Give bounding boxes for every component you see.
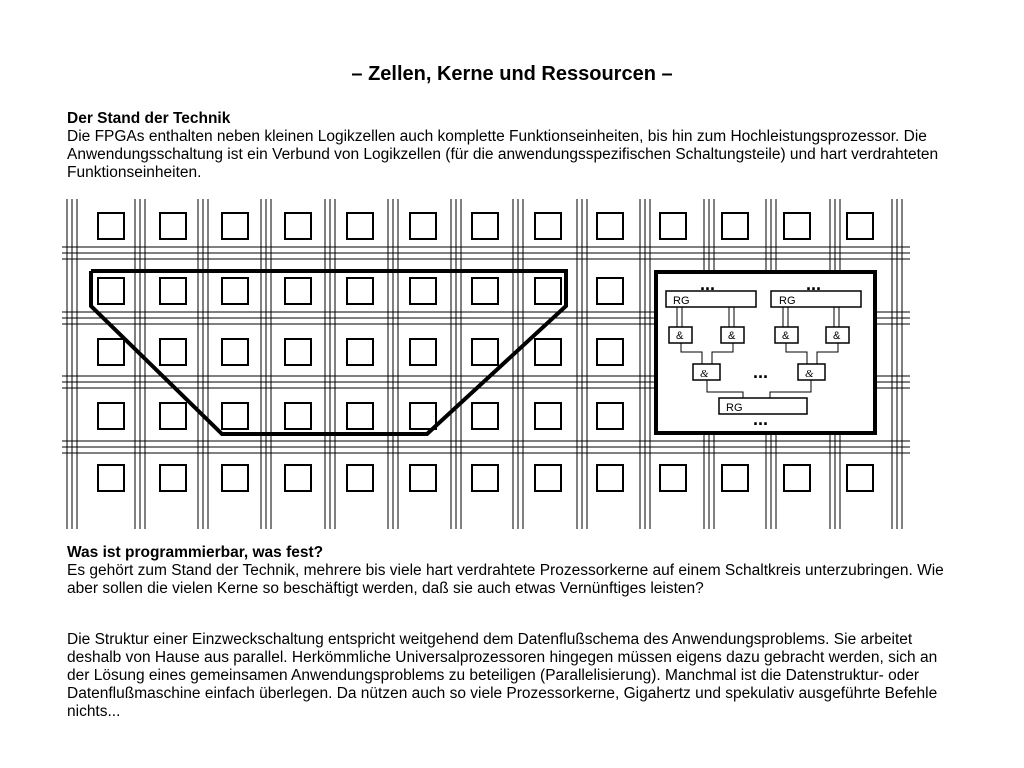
logic-cell: [285, 403, 311, 429]
logic-cell: [535, 339, 561, 365]
logic-cell: [535, 213, 561, 239]
logic-cell: [535, 465, 561, 491]
logic-cell: [347, 278, 373, 304]
logic-cell: [285, 213, 311, 239]
ellipsis: ...: [806, 274, 822, 294]
logic-cell: [410, 403, 436, 429]
section-heading: Was ist programmierbar, was fest?: [67, 544, 324, 561]
adder-label: &: [805, 368, 814, 380]
logic-cell: [222, 213, 248, 239]
logic-cell: [597, 213, 623, 239]
logic-cell: [597, 278, 623, 304]
and-gate-label: &: [782, 330, 790, 342]
section-body: Die FPGAs enthalten neben kleinen Logikzellen auch komplette Funktionseinheiten, bis hin zum Hochleistungsprozessor. Die Anwendungsschaltung ist ein Verbund von Logikzellen (für die anwendungsspezifischen Schaltungsteile) und hart verdrahteten Funktionseinheiten.: [67, 128, 939, 181]
section-programmable: [67, 544, 947, 598]
register-label: RG: [779, 295, 796, 307]
logic-cell: [535, 278, 561, 304]
ellipsis: ...: [753, 362, 769, 382]
logic-cell: [660, 213, 686, 239]
logic-cell: [472, 465, 498, 491]
logic-cell: [222, 278, 248, 304]
logic-cell: [722, 465, 748, 491]
logic-cell: [784, 213, 810, 239]
logic-cell: [222, 339, 248, 365]
logic-cell: [347, 465, 373, 491]
logic-cell: [347, 213, 373, 239]
register-label: RG: [726, 402, 743, 414]
logic-cell: [160, 278, 186, 304]
logic-cell: [160, 403, 186, 429]
logic-cell: [285, 465, 311, 491]
adder-label: &: [700, 368, 709, 380]
and-gate-label: &: [676, 330, 684, 342]
section-heading: Der Stand der Technik: [67, 110, 231, 127]
logic-cell: [347, 403, 373, 429]
logic-cell: [535, 403, 561, 429]
ellipsis: ...: [700, 274, 716, 294]
logic-cell: [847, 213, 873, 239]
logic-cell: [98, 339, 124, 365]
logic-cell: [285, 278, 311, 304]
logic-cell: [472, 213, 498, 239]
logic-cell: [222, 403, 248, 429]
ellipsis: ...: [753, 409, 769, 429]
logic-cell: [660, 465, 686, 491]
logic-cell: [847, 465, 873, 491]
logic-cell: [472, 403, 498, 429]
logic-cell: [597, 339, 623, 365]
logic-cell: [98, 213, 124, 239]
logic-cell: [784, 465, 810, 491]
logic-cell: [98, 278, 124, 304]
logic-cell: [98, 403, 124, 429]
logic-cell: [472, 278, 498, 304]
hard-function-unit: [656, 272, 875, 433]
logic-cell: [160, 213, 186, 239]
logic-cell: [722, 213, 748, 239]
logic-cell: [160, 339, 186, 365]
section-body: Es gehört zum Stand der Technik, mehrere bis viele hart verdrahtete Prozessorkerne auf einem Schaltkreis unterzubringen. Wie aber sollen die vielen Kerne so beschäftigt werden, daß sie auch etwas Vernünftiges leisten?: [67, 562, 944, 597]
logic-cell: [410, 339, 436, 365]
logic-cell: [597, 403, 623, 429]
logic-cell: [410, 278, 436, 304]
logic-cell: [472, 339, 498, 365]
logic-cell: [98, 465, 124, 491]
logic-cell: [285, 339, 311, 365]
and-gate-label: &: [728, 330, 736, 342]
closing-paragraph: Die Struktur einer Einzweckschaltung entspricht weitgehend dem Datenflußschema des Anwendungsproblems. Sie arbeitet deshalb von Hause aus parallel. Herkömmliche Universalprozessoren hingegen müssen eigens dazu gebracht werden, sich an der Lösung eines gemeinsamen Anwendungsproblems zu beteiligen (Parallelisierung). Manchmal ist die Datenstruktur- oder Datenflußmaschine einfach überlegen. Da nützen auch so viele Prozessorkerne, Gigahertz und spekulativ ausgeführte Befehle nichts...: [67, 631, 938, 720]
logic-cell: [347, 339, 373, 365]
logic-cell: [222, 465, 248, 491]
logic-cell: [410, 465, 436, 491]
register-label: RG: [673, 295, 690, 307]
logic-cell: [160, 465, 186, 491]
logic-cell: [597, 465, 623, 491]
slide-title: – Zellen, Kerne und Ressourcen –: [351, 63, 673, 85]
logic-cell: [410, 213, 436, 239]
and-gate-label: &: [833, 330, 841, 342]
